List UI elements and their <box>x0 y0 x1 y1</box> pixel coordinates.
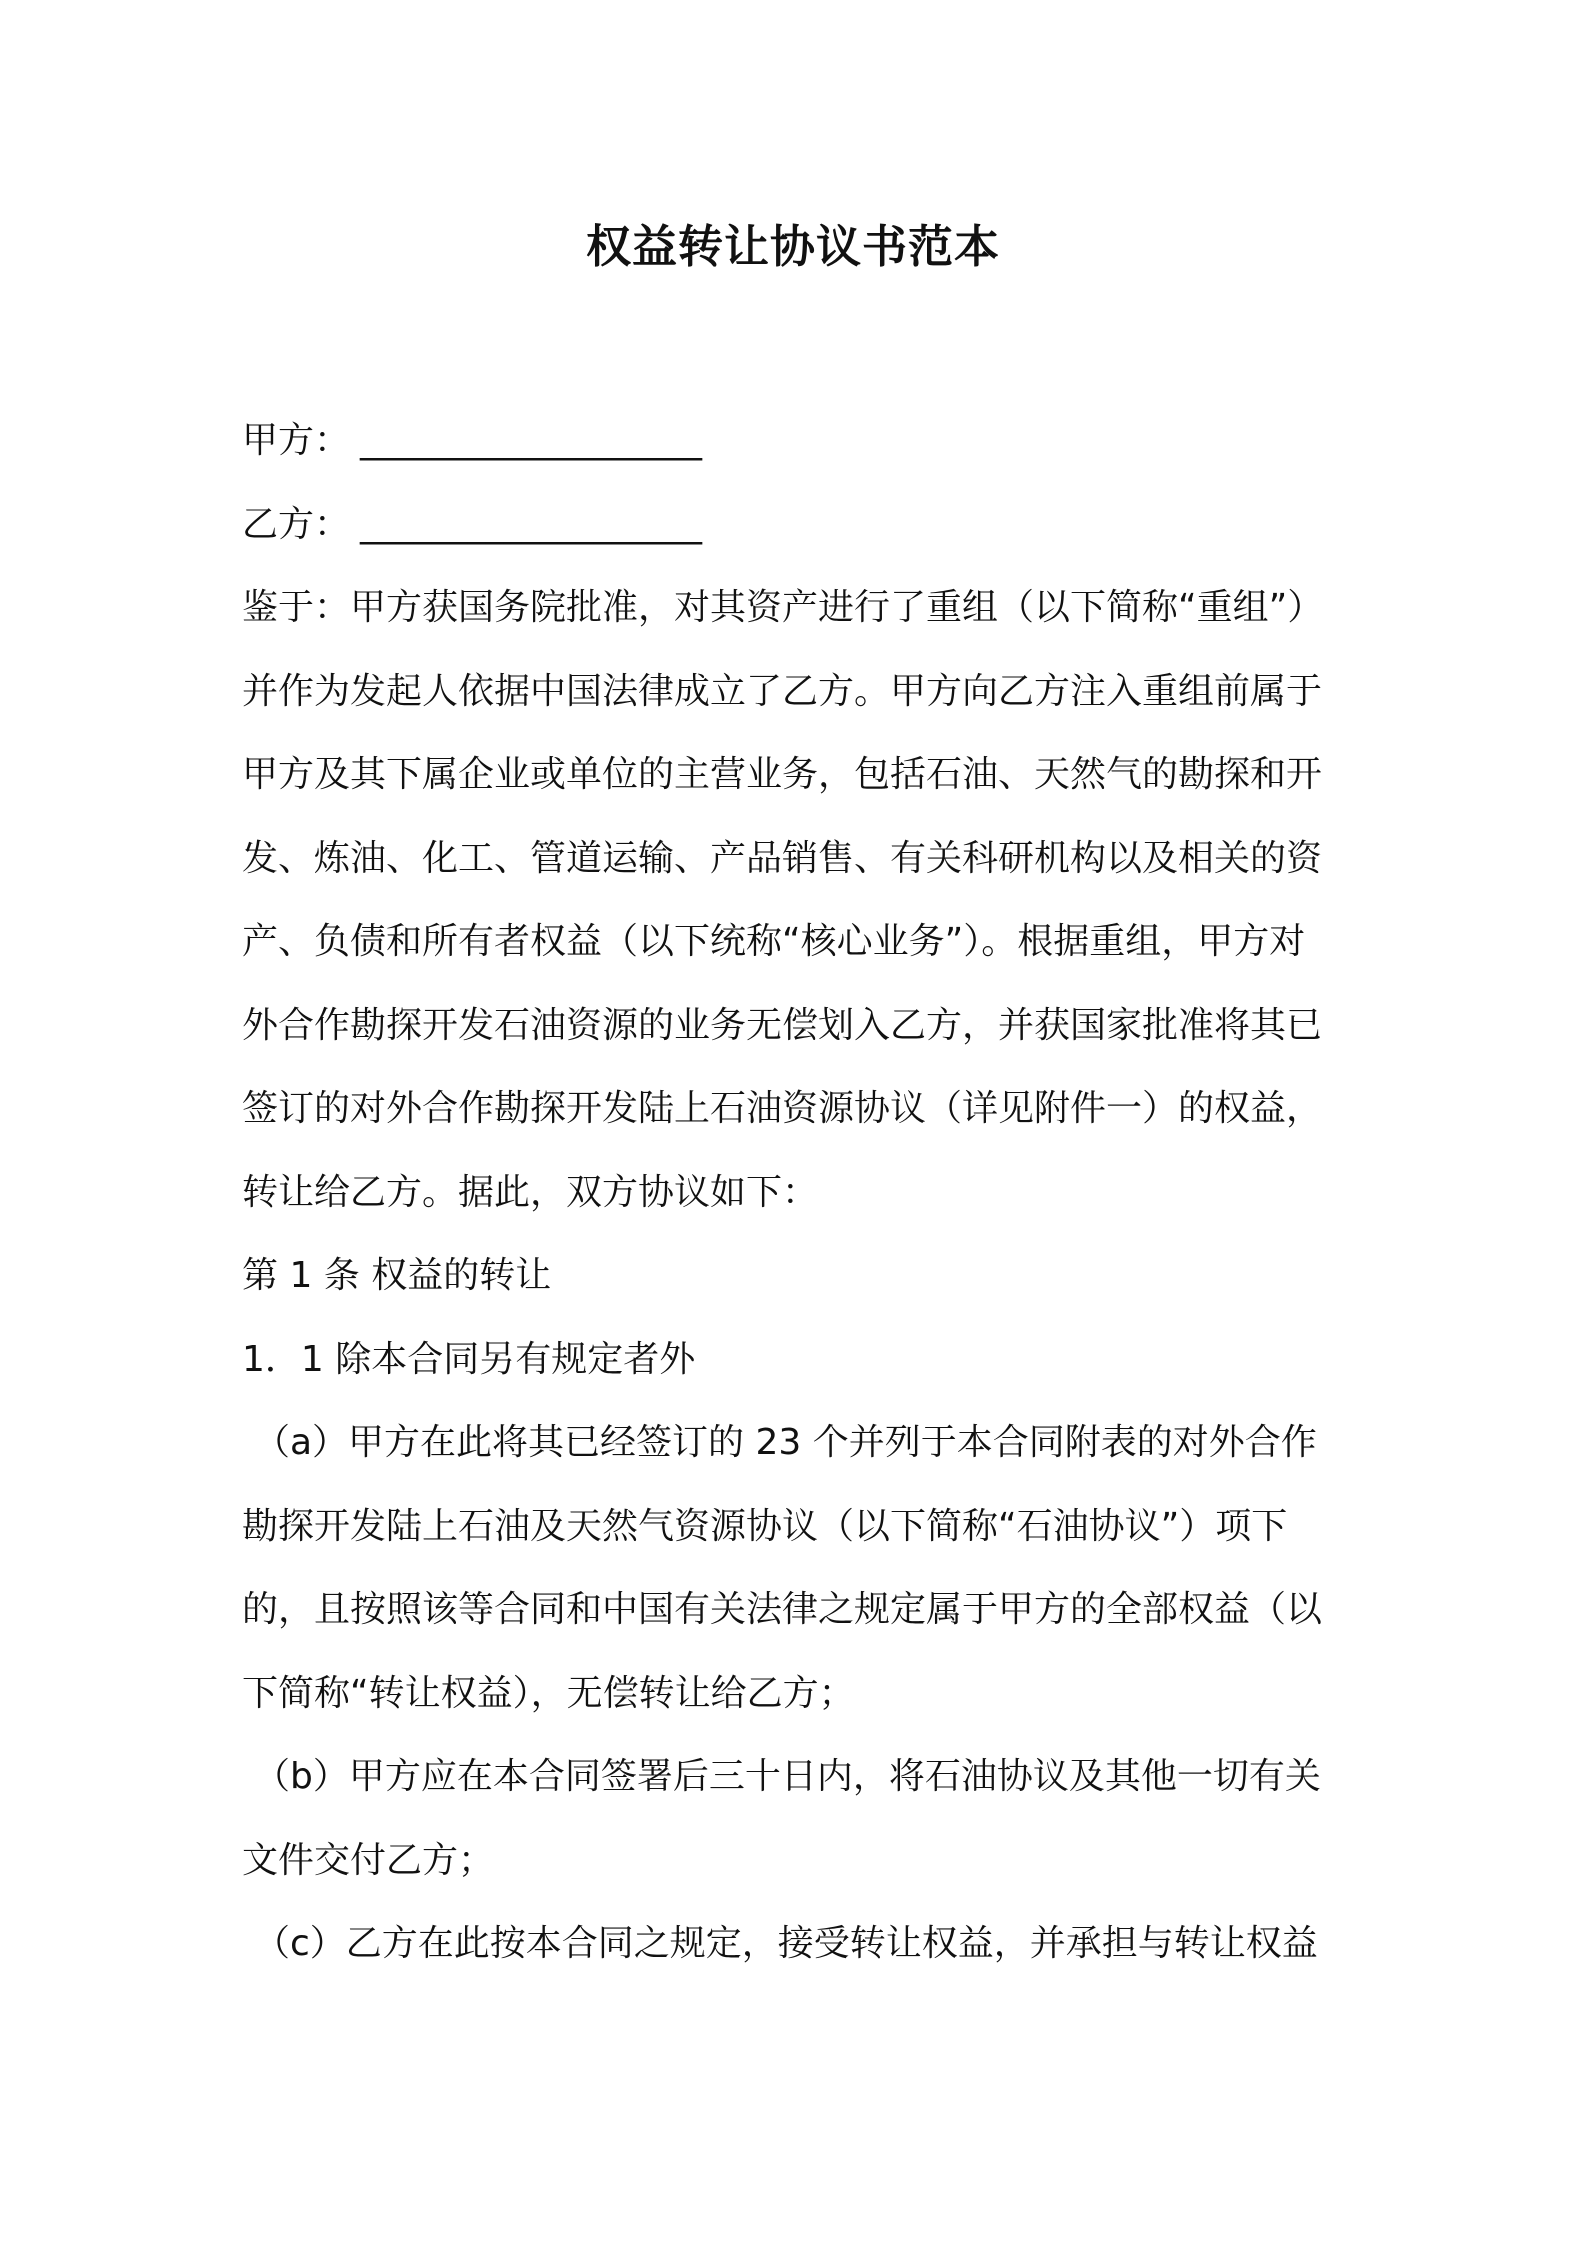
paragraph-line: 转让给乙方。据此，双方协议如下： <box>242 1171 819 1213</box>
clause-heading: 1．1 除本合同另有规定者外 <box>242 1338 696 1380</box>
clause-line: 的，且按照该等合同和中国有关法律之规定属于甲方的全部权益（以 <box>242 1589 1323 1630</box>
party-b-line <box>242 483 1360 567</box>
document-body <box>242 399 1360 1986</box>
clause-line: 勘探开发陆上石油及天然气资源协议（以下简称“石油协议”）项下 <box>242 1505 1288 1547</box>
paragraph-line: 并作为发起人依据中国法律成立了乙方。甲方向乙方注入重组前属于 <box>242 670 1323 712</box>
party-a-blank: ___________________ <box>360 420 703 461</box>
paragraph-line: 签订的对外合作勘探开发陆上石油资源协议（详见附件一）的权益， <box>242 1088 1323 1129</box>
clause-line: （a）甲方在此将其已经签订的 23 个并列于本合同附表的对外合作 <box>254 1422 1317 1463</box>
paragraph-line: 发、炼油、化工、管道运输、产品销售、有关科研机构以及相关的资 <box>242 837 1323 879</box>
party-a-line <box>242 399 1360 483</box>
paragraph-line: 鉴于：甲方获国务院批准，对其资产进行了重组（以下简称“重组”） <box>242 587 1324 628</box>
clause-line: （b）甲方应在本合同签署后三十日内，将石油协议及其他一切有关 <box>254 1756 1321 1797</box>
clause-line: 文件交付乙方； <box>242 1839 495 1881</box>
paragraph-line: 甲方及其下属企业或单位的主营业务，包括石油、天然气的勘探和开 <box>242 754 1323 795</box>
party-a-label: 甲方： <box>242 420 351 461</box>
party-b-blank: ___________________ <box>360 503 703 545</box>
article-heading: 第 1 条 权益的转让 <box>242 1255 552 1296</box>
clause-line: （c）乙方在此按本合同之规定，接受转让权益，并承担与转让权益 <box>254 1923 1318 1964</box>
paragraph-line: 产、负债和所有者权益（以下统称“核心业务”）。根据重组，甲方对 <box>242 921 1306 962</box>
clause-line: 下简称“转让权益），无偿转让给乙方； <box>242 1672 855 1714</box>
document-title: 权益转让协议书范本 <box>585 220 1000 273</box>
paragraph-line: 外合作勘探开发石油资源的业务无偿划入乙方，并获国家批准将其已 <box>242 1004 1323 1046</box>
party-b-label: 乙方： <box>242 503 351 545</box>
